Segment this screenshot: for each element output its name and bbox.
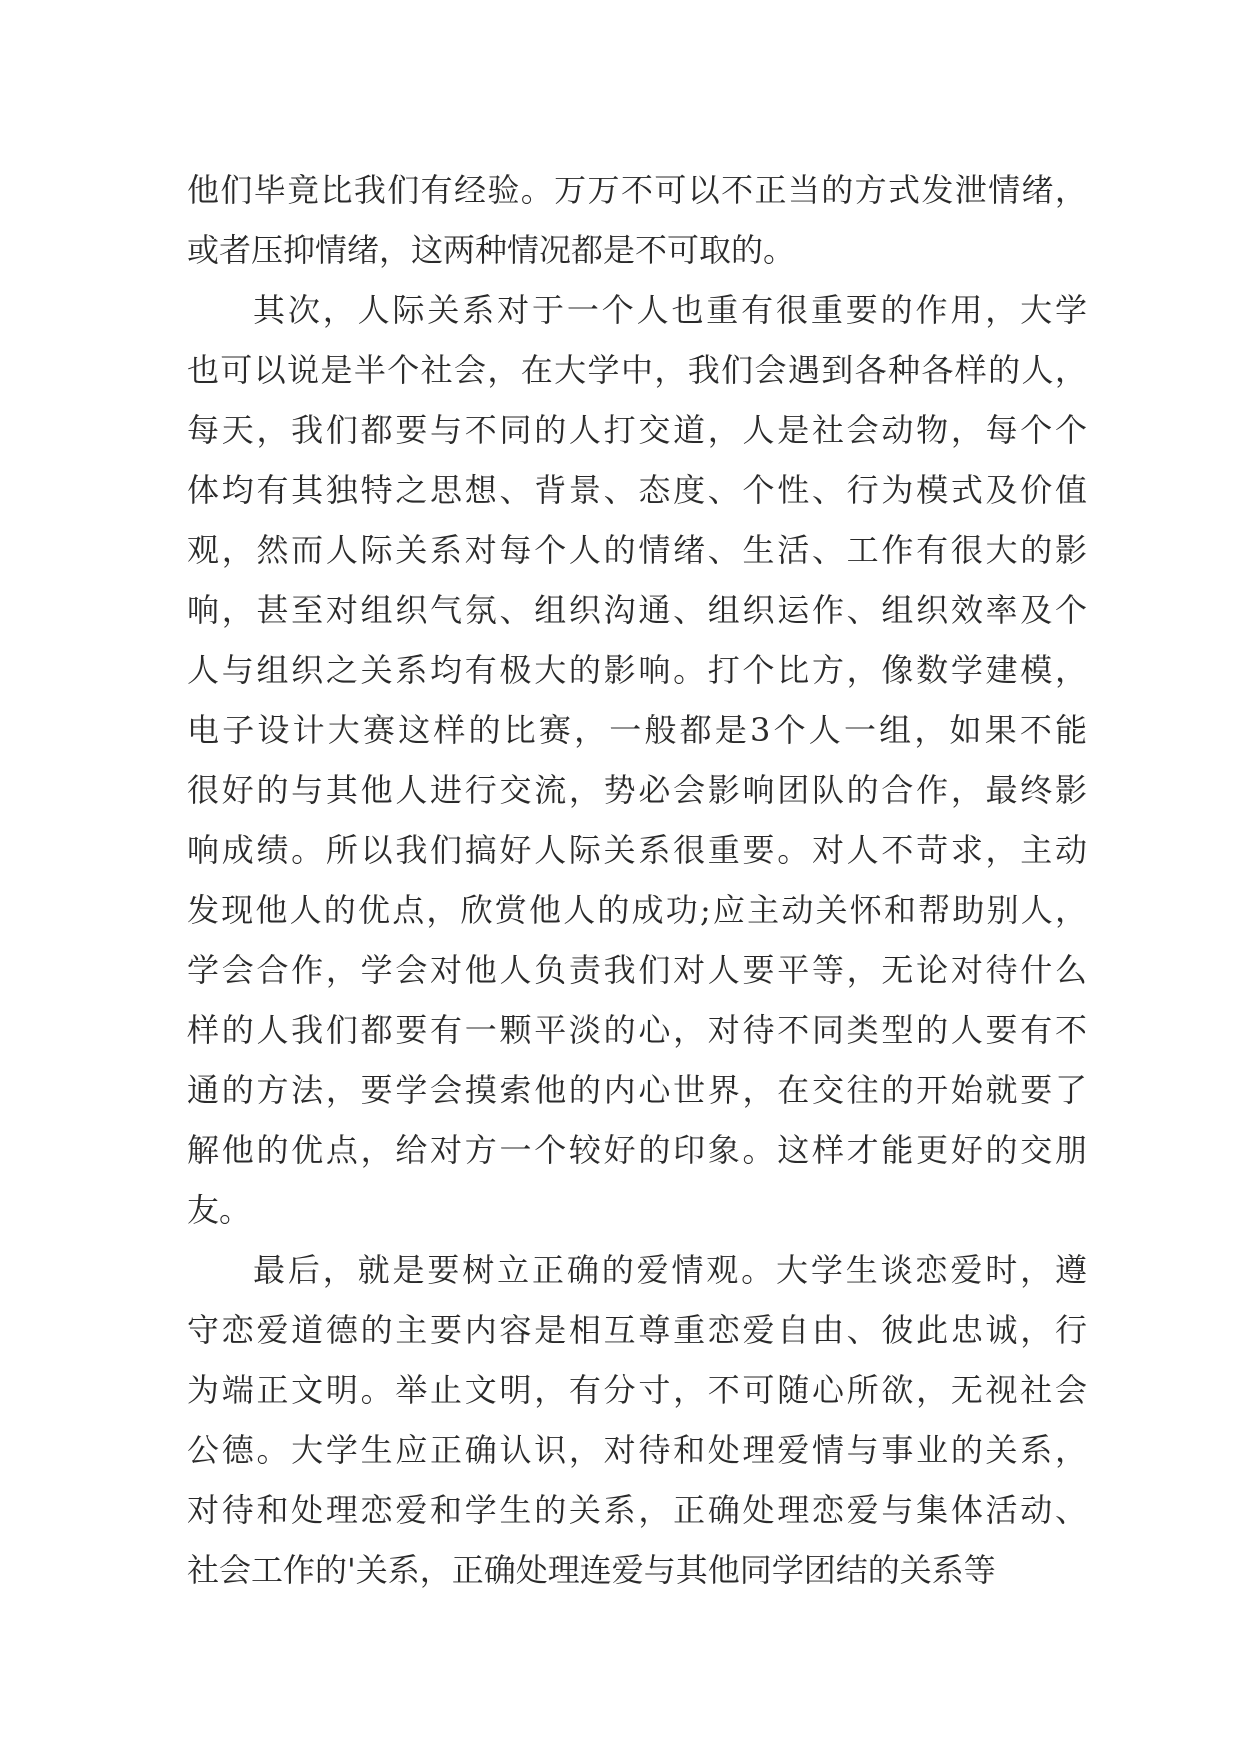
text-line: 每天，我们都要与不同的人打交道，人是社会动物，每个个 [187, 411, 1090, 449]
text-line: 公德。大学生应正确认识，对待和处理爱情与事业的关系， [187, 1431, 1090, 1469]
text-line: 为端正文明。举止文明，有分寸，不可随心所欲，无视社会 [187, 1371, 1090, 1409]
text-line: 观，然而人际关系对每个人的情绪、生活、工作有很大的影 [187, 531, 1090, 569]
text-line: 响成绩。所以我们搞好人际关系很重要。对人不苛求，主动 [187, 831, 1090, 869]
body-text [187, 160, 1091, 1600]
paragraph-first-line: 最后，就是要树立正确的爱情观。大学生谈恋爱时，遵 [253, 1251, 1090, 1289]
text-line: 响，甚至对组织气氛、组织沟通、组织运作、组织效率及个 [187, 591, 1090, 629]
text-line: 电子设计大赛这样的比赛，一般都是3个人一组，如果不能 [187, 711, 1091, 749]
text-line: 友。 [187, 1191, 252, 1229]
text-line: 学会合作，学会对他人负责我们对人要平等，无论对待什么 [187, 951, 1090, 989]
text-line: 人与组织之关系均有极大的影响。打个比方，像数学建模， [187, 651, 1090, 689]
text-line: 解他的优点，给对方一个较好的印象。这样才能更好的交朋 [187, 1131, 1090, 1169]
text-line: 很好的与其他人进行交流，势必会影响团队的合作，最终影 [187, 771, 1090, 809]
text-line: 发现他人的优点，欣赏他人的成功;应主动关怀和帮助别人， [187, 891, 1090, 929]
text-line: 样的人我们都要有一颗平淡的心，对待不同类型的人要有不 [187, 1011, 1090, 1049]
text-line: 也可以说是半个社会，在大学中，我们会遇到各种各样的人， [187, 351, 1089, 389]
text-line: 通的方法，要学会摸索他的内心世界，在交往的开始就要了 [187, 1071, 1090, 1109]
paragraph-first-line: 其次，人际关系对于一个人也重有很重要的作用，大学 [253, 291, 1090, 329]
text-line: 他们毕竟比我们有经验。万万不可以不正当的方式发泄情绪， [187, 171, 1089, 209]
text-line: 对待和处理恋爱和学生的关系，正确处理恋爱与集体活动、 [187, 1491, 1090, 1529]
text-line: 或者压抑情绪，这两种情况都是不可取的。 [187, 231, 796, 269]
text-line: 守恋爱道德的主要内容是相互尊重恋爱自由、彼此忠诚，行 [187, 1311, 1090, 1349]
text-line: 社会工作的'关系，正确处理连爱与其他同学团结的关系等 [187, 1551, 996, 1589]
text-line: 体均有其独特之思想、背景、态度、个性、行为模式及价值 [187, 471, 1090, 509]
